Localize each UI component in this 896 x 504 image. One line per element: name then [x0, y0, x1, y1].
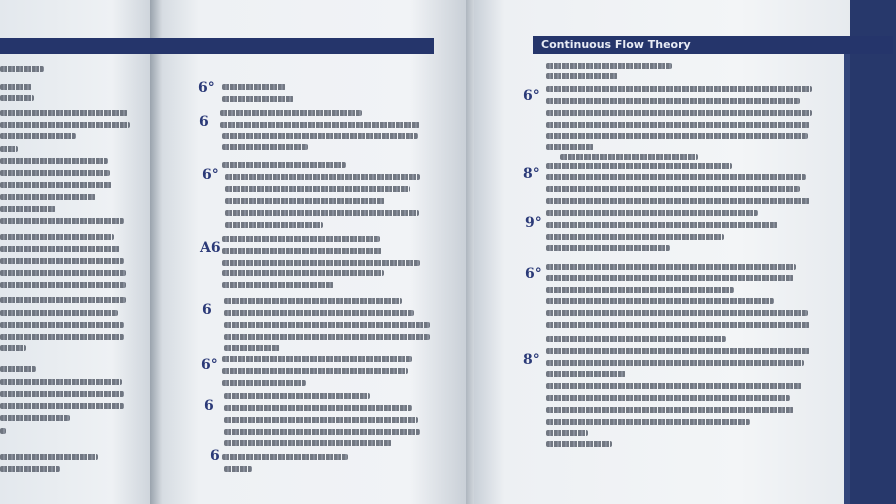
marker-r8b: 8°	[523, 352, 540, 368]
marker-6f: 6	[204, 398, 214, 414]
marker-6a: 6°	[198, 80, 215, 96]
marker-r9: 9°	[525, 215, 542, 231]
right-page	[474, 0, 854, 504]
page-title: Continuous Flow Theory	[541, 38, 691, 51]
marker-r8a: 8°	[523, 166, 540, 182]
marker-6b: 6	[199, 114, 209, 130]
marker-a6: A6	[200, 240, 221, 256]
marker-r6a: 6°	[523, 88, 540, 104]
book-cover	[850, 0, 896, 504]
marker-6d: 6	[202, 302, 212, 318]
marker-r6b: 6°	[525, 266, 542, 282]
left-page	[0, 0, 160, 504]
marker-6g: 6	[210, 448, 220, 464]
left-header-band	[0, 38, 434, 54]
marker-6c: 6°	[202, 167, 219, 183]
marker-6e: 6°	[201, 357, 218, 373]
